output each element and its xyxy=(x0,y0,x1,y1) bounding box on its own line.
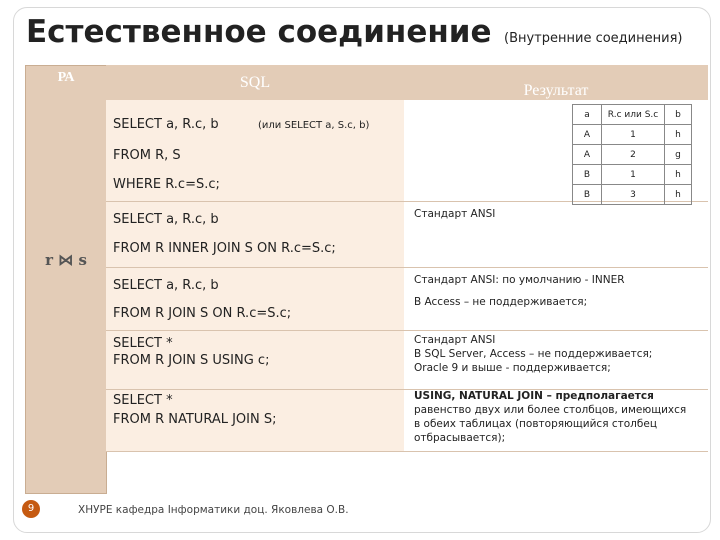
result-note: равенство двух или более столбцов, имеющихся xyxy=(414,404,687,416)
sql-row-1 xyxy=(106,100,404,202)
pa-expression: r ⋈ s xyxy=(45,251,87,269)
result-row-2 xyxy=(404,202,708,268)
result-note: В SQL Server, Access – не поддерживается; xyxy=(414,348,653,360)
sql-line: FROM R JOIN S USING c; xyxy=(113,353,270,368)
result-header: Результат xyxy=(523,82,589,99)
result-note: USING, NATURAL JOIN – предполагается xyxy=(414,390,654,402)
table-cell: h xyxy=(665,165,692,185)
title-main: Естественное соединение xyxy=(26,14,492,50)
result-note: Стандарт ANSI: по умолчанию - INNER xyxy=(414,274,625,286)
page-number-badge: 9 xyxy=(22,500,40,518)
table-cell: h xyxy=(665,125,692,145)
sql-line: SELECT * xyxy=(113,336,173,351)
table-cell: A xyxy=(573,125,602,145)
title-sub: (Внутренние соединения) xyxy=(504,31,683,46)
table-cell: 1 xyxy=(602,165,665,185)
table-cell: B xyxy=(573,165,602,185)
sql-header: SQL xyxy=(239,74,271,91)
result-note: отбрасывается); xyxy=(414,432,506,444)
result-table-header xyxy=(573,105,692,125)
table-row xyxy=(573,145,692,165)
sql-row-2 xyxy=(106,202,404,268)
table-row xyxy=(573,165,692,185)
table-cell: B xyxy=(573,185,602,205)
table-cell: h xyxy=(665,185,692,205)
sql-line: FROM R JOIN S ON R.c=S.c; xyxy=(113,306,292,321)
sql-line: SELECT a, R.c, b xyxy=(113,278,219,293)
pa-column xyxy=(25,65,107,494)
result-table xyxy=(572,104,692,205)
sql-line: FROM R INNER JOIN S ON R.c=S.c; xyxy=(113,241,336,256)
result-note: Стандарт ANSI xyxy=(414,208,496,220)
table-cell: 3 xyxy=(602,185,665,205)
result-note: в обеих таблицах (повторяющийся столбец xyxy=(414,418,657,430)
slide-title xyxy=(26,14,682,50)
result-note: Стандарт ANSI xyxy=(414,334,496,346)
table-cell: A xyxy=(573,145,602,165)
result-table-col: R.c или S.c xyxy=(602,105,665,125)
sql-row-4 xyxy=(106,331,404,390)
sql-header-cell xyxy=(106,65,404,100)
result-table-col: a xyxy=(573,105,602,125)
table-cell: 2 xyxy=(602,145,665,165)
sql-line: FROM R, S xyxy=(113,148,181,163)
sql-row-5 xyxy=(106,390,404,452)
sql-line: SELECT a, R.c, b xyxy=(113,117,219,132)
sql-line: FROM R NATURAL JOIN S; xyxy=(113,412,277,427)
result-table-col: b xyxy=(665,105,692,125)
pa-header: РА xyxy=(57,70,75,85)
table-row xyxy=(573,125,692,145)
table-cell: g xyxy=(665,145,692,165)
sql-row-3 xyxy=(106,268,404,331)
table-cell: 1 xyxy=(602,125,665,145)
sql-line: SELECT * xyxy=(113,393,173,408)
result-note: Oracle 9 и выше - поддерживается; xyxy=(414,362,611,374)
sql-line: SELECT a, R.c, b xyxy=(113,212,219,227)
result-row-4 xyxy=(404,331,708,390)
result-note: В Access – не поддерживается; xyxy=(414,296,588,308)
table-row xyxy=(573,185,692,205)
sql-line: WHERE R.c=S.c; xyxy=(113,177,220,192)
footer-text: ХНУРЕ кафедра Інформатики доц. Яковлева О.В. xyxy=(78,504,349,516)
result-row-5 xyxy=(404,390,708,452)
sql-alt-note: (или SELECT a, S.c, b) xyxy=(258,120,370,131)
result-row-3 xyxy=(404,268,708,331)
result-header-cell xyxy=(404,65,708,100)
